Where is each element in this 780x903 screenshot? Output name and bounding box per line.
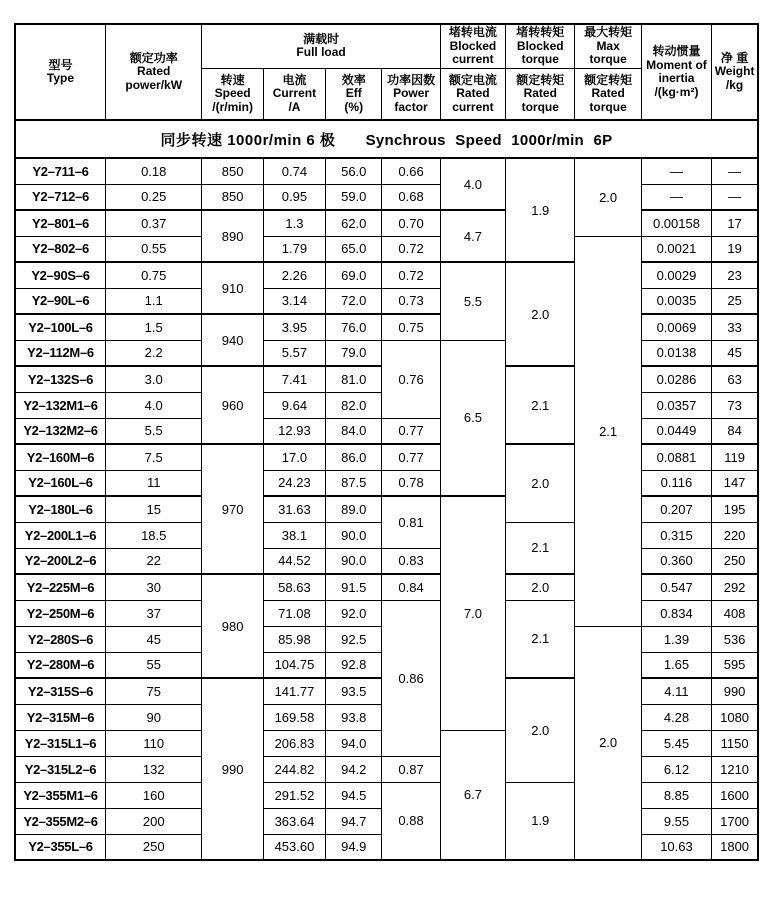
table-row bbox=[15, 184, 758, 210]
power-factor-cell: 0.81 bbox=[382, 496, 440, 548]
eff-cell: 84.0 bbox=[326, 418, 382, 444]
power-cell: 3.0 bbox=[105, 366, 202, 392]
table-row bbox=[15, 756, 758, 782]
weight-cell: 119 bbox=[712, 444, 758, 470]
model-cell: Y2–315S–6 bbox=[15, 678, 105, 704]
inertia-cell: 0.0021 bbox=[641, 236, 711, 262]
inertia-cell: 0.207 bbox=[641, 496, 711, 522]
power-cell: 90 bbox=[105, 704, 202, 730]
speed-cell: 970 bbox=[202, 444, 263, 574]
label-unit: (%) bbox=[344, 99, 364, 114]
model-cell: Y2–315M–6 bbox=[15, 704, 105, 730]
power-factor-cell: 0.84 bbox=[382, 574, 440, 600]
blocked-current-cell: 7.0 bbox=[440, 496, 505, 730]
motor-spec-table bbox=[14, 23, 759, 861]
blocked-torque-cell: 1.9 bbox=[506, 782, 575, 860]
header-current bbox=[263, 68, 325, 120]
table-row bbox=[15, 470, 758, 496]
power-cell: 30 bbox=[105, 574, 202, 600]
weight-cell: 45 bbox=[712, 340, 758, 366]
current-cell: 5.57 bbox=[263, 340, 325, 366]
table-row bbox=[15, 782, 758, 808]
table-row bbox=[15, 236, 758, 262]
label-en: current bbox=[452, 99, 494, 114]
label-en: Speed bbox=[214, 86, 251, 100]
weight-cell: 1600 bbox=[712, 782, 758, 808]
table-row bbox=[15, 288, 758, 314]
weight-cell: 292 bbox=[712, 574, 758, 600]
current-cell: 206.83 bbox=[263, 730, 325, 756]
speed-cell: 980 bbox=[202, 574, 263, 678]
eff-cell: 65.0 bbox=[326, 236, 382, 262]
power-factor-cell: 0.70 bbox=[382, 210, 440, 236]
header-rated-torque-blocked bbox=[506, 68, 575, 120]
label-en: torque bbox=[521, 99, 559, 114]
eff-cell: 94.5 bbox=[326, 782, 382, 808]
current-cell: 141.77 bbox=[263, 678, 325, 704]
weight-cell: 1150 bbox=[712, 730, 758, 756]
label-en: Type bbox=[46, 71, 75, 85]
eff-cell: 94.7 bbox=[326, 808, 382, 834]
model-cell: Y2–250M–6 bbox=[15, 600, 105, 626]
power-cell: 7.5 bbox=[105, 444, 202, 470]
blocked-torque-cell: 2.1 bbox=[506, 600, 575, 678]
label-en: Weight bbox=[714, 64, 755, 79]
weight-cell: 25 bbox=[712, 288, 758, 314]
blocked-current-cell: 6.7 bbox=[440, 730, 505, 860]
label-zh: 转动惯量 bbox=[652, 44, 701, 58]
weight-cell: — bbox=[712, 184, 758, 210]
label-zh: 型号 bbox=[48, 57, 73, 72]
current-cell: 291.52 bbox=[263, 782, 325, 808]
current-cell: 71.08 bbox=[263, 600, 325, 626]
model-cell: Y2–355M2–6 bbox=[15, 808, 105, 834]
model-cell: Y2–711–6 bbox=[15, 158, 105, 184]
power-factor-cell: 0.86 bbox=[382, 600, 440, 756]
speed-cell: 890 bbox=[202, 210, 263, 262]
weight-cell: 1080 bbox=[712, 704, 758, 730]
label-en: current bbox=[452, 52, 494, 66]
model-cell: Y2–225M–6 bbox=[15, 574, 105, 600]
eff-cell: 90.0 bbox=[326, 522, 382, 548]
current-cell: 38.1 bbox=[263, 522, 325, 548]
eff-cell: 82.0 bbox=[326, 392, 382, 418]
model-cell: Y2–100L–6 bbox=[15, 314, 105, 340]
blocked-current-cell: 6.5 bbox=[440, 340, 505, 496]
eff-cell: 59.0 bbox=[326, 184, 382, 210]
model-cell: Y2–355M1–6 bbox=[15, 782, 105, 808]
label-zh: 堵转电流 bbox=[448, 25, 497, 39]
power-cell: 110 bbox=[105, 730, 202, 756]
power-factor-cell: 0.88 bbox=[382, 782, 440, 860]
label-en: Eff bbox=[345, 86, 362, 100]
weight-cell: 408 bbox=[712, 600, 758, 626]
current-cell: 85.98 bbox=[263, 626, 325, 652]
speed-cell: 910 bbox=[202, 262, 263, 314]
label-en: torque bbox=[521, 52, 559, 66]
power-cell: 18.5 bbox=[105, 522, 202, 548]
model-cell: Y2–132M1–6 bbox=[15, 392, 105, 418]
label-en: torque bbox=[589, 99, 627, 114]
blocked-current-cell: 5.5 bbox=[440, 262, 505, 340]
eff-cell: 93.8 bbox=[326, 704, 382, 730]
current-cell: 104.75 bbox=[263, 652, 325, 678]
power-factor-cell: 0.75 bbox=[382, 314, 440, 340]
power-cell: 4.0 bbox=[105, 392, 202, 418]
eff-cell: 86.0 bbox=[326, 444, 382, 470]
weight-cell: 220 bbox=[712, 522, 758, 548]
label-unit: /kg bbox=[725, 77, 744, 92]
label-unit: /A bbox=[288, 99, 301, 114]
current-cell: 7.41 bbox=[263, 366, 325, 392]
table-row bbox=[15, 496, 758, 522]
power-cell: 0.75 bbox=[105, 262, 202, 288]
model-cell: Y2–90S–6 bbox=[15, 262, 105, 288]
weight-cell: 19 bbox=[712, 236, 758, 262]
table-row bbox=[15, 444, 758, 470]
current-cell: 0.74 bbox=[263, 158, 325, 184]
inertia-cell: 0.0069 bbox=[641, 314, 711, 340]
inertia-cell: 0.315 bbox=[641, 522, 711, 548]
eff-cell: 56.0 bbox=[326, 158, 382, 184]
current-cell: 3.95 bbox=[263, 314, 325, 340]
power-cell: 160 bbox=[105, 782, 202, 808]
header-eff bbox=[326, 68, 382, 120]
table-row bbox=[15, 314, 758, 340]
label-en: Rated bbox=[137, 64, 171, 79]
max-torque-cell: 2.0 bbox=[575, 626, 641, 860]
label-en: Blocked bbox=[516, 38, 564, 53]
inertia-cell: 0.834 bbox=[641, 600, 711, 626]
weight-cell: 23 bbox=[712, 262, 758, 288]
header-max-torque bbox=[575, 24, 641, 68]
power-factor-cell: 0.76 bbox=[382, 340, 440, 418]
table-row bbox=[15, 210, 758, 236]
speed-cell: 990 bbox=[202, 678, 263, 860]
model-cell: Y2–355L–6 bbox=[15, 834, 105, 860]
current-cell: 44.52 bbox=[263, 548, 325, 574]
blocked-torque-cell: 2.0 bbox=[506, 262, 575, 366]
inertia-cell: 0.0881 bbox=[641, 444, 711, 470]
max-torque-cell: 2.0 bbox=[575, 158, 641, 236]
model-cell: Y2–801–6 bbox=[15, 210, 105, 236]
inertia-cell: 4.28 bbox=[641, 704, 711, 730]
header-type bbox=[15, 24, 105, 120]
power-cell: 250 bbox=[105, 834, 202, 860]
inertia-cell: 6.12 bbox=[641, 756, 711, 782]
label-en: inertia bbox=[658, 71, 695, 85]
inertia-cell: 0.00158 bbox=[641, 210, 711, 236]
inertia-cell: 0.0029 bbox=[641, 262, 711, 288]
label-unit: /(kg·m²) bbox=[654, 84, 699, 99]
eff-cell: 91.5 bbox=[326, 574, 382, 600]
weight-cell: 1210 bbox=[712, 756, 758, 782]
header-rated-power bbox=[105, 24, 202, 120]
table-row bbox=[15, 262, 758, 288]
speed-cell: 850 bbox=[202, 184, 263, 210]
label-en: torque bbox=[589, 52, 627, 66]
label-en: Moment of bbox=[646, 57, 707, 72]
table-row bbox=[15, 158, 758, 184]
power-cell: 0.18 bbox=[105, 158, 202, 184]
section-banner bbox=[15, 120, 758, 158]
label-zh: 效率 bbox=[341, 72, 366, 87]
eff-cell: 92.5 bbox=[326, 626, 382, 652]
eff-cell: 62.0 bbox=[326, 210, 382, 236]
current-cell: 31.63 bbox=[263, 496, 325, 522]
power-cell: 0.55 bbox=[105, 236, 202, 262]
header-speed bbox=[202, 68, 263, 120]
blocked-current-cell: 4.7 bbox=[440, 210, 505, 262]
label-en: power/kW bbox=[125, 77, 183, 92]
label-zh: 净 重 bbox=[720, 50, 749, 65]
current-cell: 9.64 bbox=[263, 392, 325, 418]
label-en: factor bbox=[394, 99, 428, 114]
current-cell: 24.23 bbox=[263, 470, 325, 496]
power-cell: 45 bbox=[105, 626, 202, 652]
label-zh: 额定功率 bbox=[129, 50, 178, 65]
label-zh: 最大转矩 bbox=[584, 25, 633, 39]
weight-cell: 990 bbox=[712, 678, 758, 704]
current-cell: 453.60 bbox=[263, 834, 325, 860]
weight-cell: 195 bbox=[712, 496, 758, 522]
label-en: Max bbox=[596, 38, 620, 53]
power-factor-cell: 0.72 bbox=[382, 236, 440, 262]
label-en: Power bbox=[393, 86, 430, 100]
current-cell: 12.93 bbox=[263, 418, 325, 444]
eff-cell: 92.0 bbox=[326, 600, 382, 626]
eff-cell: 94.9 bbox=[326, 834, 382, 860]
inertia-cell: 0.0286 bbox=[641, 366, 711, 392]
label-zh: 转速 bbox=[220, 72, 245, 87]
eff-cell: 94.2 bbox=[326, 756, 382, 782]
power-cell: 5.5 bbox=[105, 418, 202, 444]
speed-cell: 940 bbox=[202, 314, 263, 366]
eff-cell: 90.0 bbox=[326, 548, 382, 574]
current-cell: 1.79 bbox=[263, 236, 325, 262]
current-cell: 0.95 bbox=[263, 184, 325, 210]
eff-cell: 93.5 bbox=[326, 678, 382, 704]
current-cell: 17.0 bbox=[263, 444, 325, 470]
power-factor-cell: 0.66 bbox=[382, 158, 440, 184]
power-factor-cell: 0.77 bbox=[382, 418, 440, 444]
model-cell: Y2–200L2–6 bbox=[15, 548, 105, 574]
power-cell: 2.2 bbox=[105, 340, 202, 366]
model-cell: Y2–90L–6 bbox=[15, 288, 105, 314]
blocked-torque-cell: 2.0 bbox=[506, 678, 575, 782]
inertia-cell: 8.85 bbox=[641, 782, 711, 808]
table-row bbox=[15, 548, 758, 574]
label-unit: /(r/min) bbox=[212, 99, 253, 114]
power-factor-cell: 0.72 bbox=[382, 262, 440, 288]
blocked-torque-cell: 1.9 bbox=[506, 158, 575, 262]
weight-cell: — bbox=[712, 158, 758, 184]
header-power-factor bbox=[382, 68, 440, 120]
table-header bbox=[15, 24, 758, 158]
current-cell: 1.3 bbox=[263, 210, 325, 236]
inertia-cell: 0.0138 bbox=[641, 340, 711, 366]
header-full-load bbox=[202, 24, 440, 68]
banner-row bbox=[15, 120, 758, 158]
weight-cell: 1700 bbox=[712, 808, 758, 834]
model-cell: Y2–280M–6 bbox=[15, 652, 105, 678]
power-factor-cell: 0.87 bbox=[382, 756, 440, 782]
model-cell: Y2–315L1–6 bbox=[15, 730, 105, 756]
blocked-torque-cell: 2.0 bbox=[506, 574, 575, 600]
table-row bbox=[15, 340, 758, 366]
model-cell: Y2–280S–6 bbox=[15, 626, 105, 652]
model-cell: Y2–802–6 bbox=[15, 236, 105, 262]
eff-cell: 89.0 bbox=[326, 496, 382, 522]
power-cell: 200 bbox=[105, 808, 202, 834]
model-cell: Y2–180L–6 bbox=[15, 496, 105, 522]
label-en: Rated bbox=[591, 86, 625, 100]
speed-cell: 960 bbox=[202, 366, 263, 444]
inertia-cell: 0.116 bbox=[641, 470, 711, 496]
header-blocked-torque bbox=[506, 24, 575, 68]
label-en: Full load bbox=[296, 45, 346, 60]
model-cell: Y2–315L2–6 bbox=[15, 756, 105, 782]
blocked-torque-cell: 2.1 bbox=[506, 522, 575, 574]
header-weight bbox=[712, 24, 758, 120]
weight-cell: 147 bbox=[712, 470, 758, 496]
current-cell: 2.26 bbox=[263, 262, 325, 288]
weight-cell: 33 bbox=[712, 314, 758, 340]
power-factor-cell: 0.78 bbox=[382, 470, 440, 496]
current-cell: 244.82 bbox=[263, 756, 325, 782]
inertia-cell: — bbox=[641, 184, 711, 210]
eff-cell: 87.5 bbox=[326, 470, 382, 496]
eff-cell: 76.0 bbox=[326, 314, 382, 340]
table-body bbox=[15, 158, 758, 860]
header-inertia bbox=[641, 24, 711, 120]
power-cell: 55 bbox=[105, 652, 202, 678]
inertia-cell: 1.39 bbox=[641, 626, 711, 652]
model-cell: Y2–132S–6 bbox=[15, 366, 105, 392]
banner-zh: 同步转速 1000r/min 6 极 bbox=[160, 131, 336, 149]
header-rated-torque-max bbox=[575, 68, 641, 120]
current-cell: 169.58 bbox=[263, 704, 325, 730]
eff-cell: 94.0 bbox=[326, 730, 382, 756]
weight-cell: 17 bbox=[712, 210, 758, 236]
weight-cell: 250 bbox=[712, 548, 758, 574]
power-factor-cell: 0.77 bbox=[382, 444, 440, 470]
weight-cell: 1800 bbox=[712, 834, 758, 860]
weight-cell: 73 bbox=[712, 392, 758, 418]
blocked-torque-cell: 2.1 bbox=[506, 366, 575, 444]
table-row bbox=[15, 418, 758, 444]
weight-cell: 595 bbox=[712, 652, 758, 678]
label-en: Rated bbox=[523, 86, 557, 100]
weight-cell: 536 bbox=[712, 626, 758, 652]
power-cell: 1.5 bbox=[105, 314, 202, 340]
power-cell: 22 bbox=[105, 548, 202, 574]
model-cell: Y2–160L–6 bbox=[15, 470, 105, 496]
table-row bbox=[15, 600, 758, 626]
label-zh: 电流 bbox=[282, 72, 307, 87]
header-row-1 bbox=[15, 24, 758, 68]
power-cell: 1.1 bbox=[105, 288, 202, 314]
speed-cell: 850 bbox=[202, 158, 263, 184]
eff-cell: 79.0 bbox=[326, 340, 382, 366]
label-en: Rated bbox=[456, 86, 490, 100]
model-cell: Y2–112M–6 bbox=[15, 340, 105, 366]
label-zh: 额定电流 bbox=[448, 72, 497, 87]
power-factor-cell: 0.73 bbox=[382, 288, 440, 314]
weight-cell: 63 bbox=[712, 366, 758, 392]
label-zh: 额定转矩 bbox=[584, 72, 633, 87]
inertia-cell: 1.65 bbox=[641, 652, 711, 678]
max-torque-cell: 2.1 bbox=[575, 236, 641, 626]
current-cell: 363.64 bbox=[263, 808, 325, 834]
inertia-cell: 5.45 bbox=[641, 730, 711, 756]
inertia-cell: 0.0035 bbox=[641, 288, 711, 314]
label-zh: 堵转转矩 bbox=[516, 25, 565, 39]
eff-cell: 72.0 bbox=[326, 288, 382, 314]
model-cell: Y2–132M2–6 bbox=[15, 418, 105, 444]
inertia-cell: 0.360 bbox=[641, 548, 711, 574]
inertia-cell: 0.0449 bbox=[641, 418, 711, 444]
label-zh: 满载时 bbox=[303, 31, 340, 46]
weight-cell: 84 bbox=[712, 418, 758, 444]
inertia-cell: 0.0357 bbox=[641, 392, 711, 418]
inertia-cell: 10.63 bbox=[641, 834, 711, 860]
power-factor-cell: 0.68 bbox=[382, 184, 440, 210]
blocked-torque-cell: 2.0 bbox=[506, 444, 575, 522]
current-cell: 58.63 bbox=[263, 574, 325, 600]
header-blocked-current bbox=[440, 24, 505, 68]
power-cell: 15 bbox=[105, 496, 202, 522]
inertia-cell: — bbox=[641, 158, 711, 184]
eff-cell: 69.0 bbox=[326, 262, 382, 288]
inertia-cell: 0.547 bbox=[641, 574, 711, 600]
blocked-current-cell: 4.0 bbox=[440, 158, 505, 210]
power-factor-cell: 0.83 bbox=[382, 548, 440, 574]
label-en: Blocked bbox=[449, 38, 497, 53]
model-cell: Y2–160M–6 bbox=[15, 444, 105, 470]
label-zh: 功率因数 bbox=[387, 72, 436, 87]
inertia-cell: 9.55 bbox=[641, 808, 711, 834]
banner-en: Synchrous Speed 1000r/min 6P bbox=[365, 131, 613, 149]
power-cell: 75 bbox=[105, 678, 202, 704]
power-cell: 0.37 bbox=[105, 210, 202, 236]
table-row bbox=[15, 574, 758, 600]
eff-cell: 81.0 bbox=[326, 366, 382, 392]
power-cell: 37 bbox=[105, 600, 202, 626]
power-cell: 132 bbox=[105, 756, 202, 782]
eff-cell: 92.8 bbox=[326, 652, 382, 678]
header-rated-current bbox=[440, 68, 505, 120]
model-cell: Y2–712–6 bbox=[15, 184, 105, 210]
model-cell: Y2–200L1–6 bbox=[15, 522, 105, 548]
label-zh: 额定转矩 bbox=[516, 72, 565, 87]
label-en: Current bbox=[272, 86, 317, 100]
current-cell: 3.14 bbox=[263, 288, 325, 314]
power-cell: 11 bbox=[105, 470, 202, 496]
power-cell: 0.25 bbox=[105, 184, 202, 210]
inertia-cell: 4.11 bbox=[641, 678, 711, 704]
